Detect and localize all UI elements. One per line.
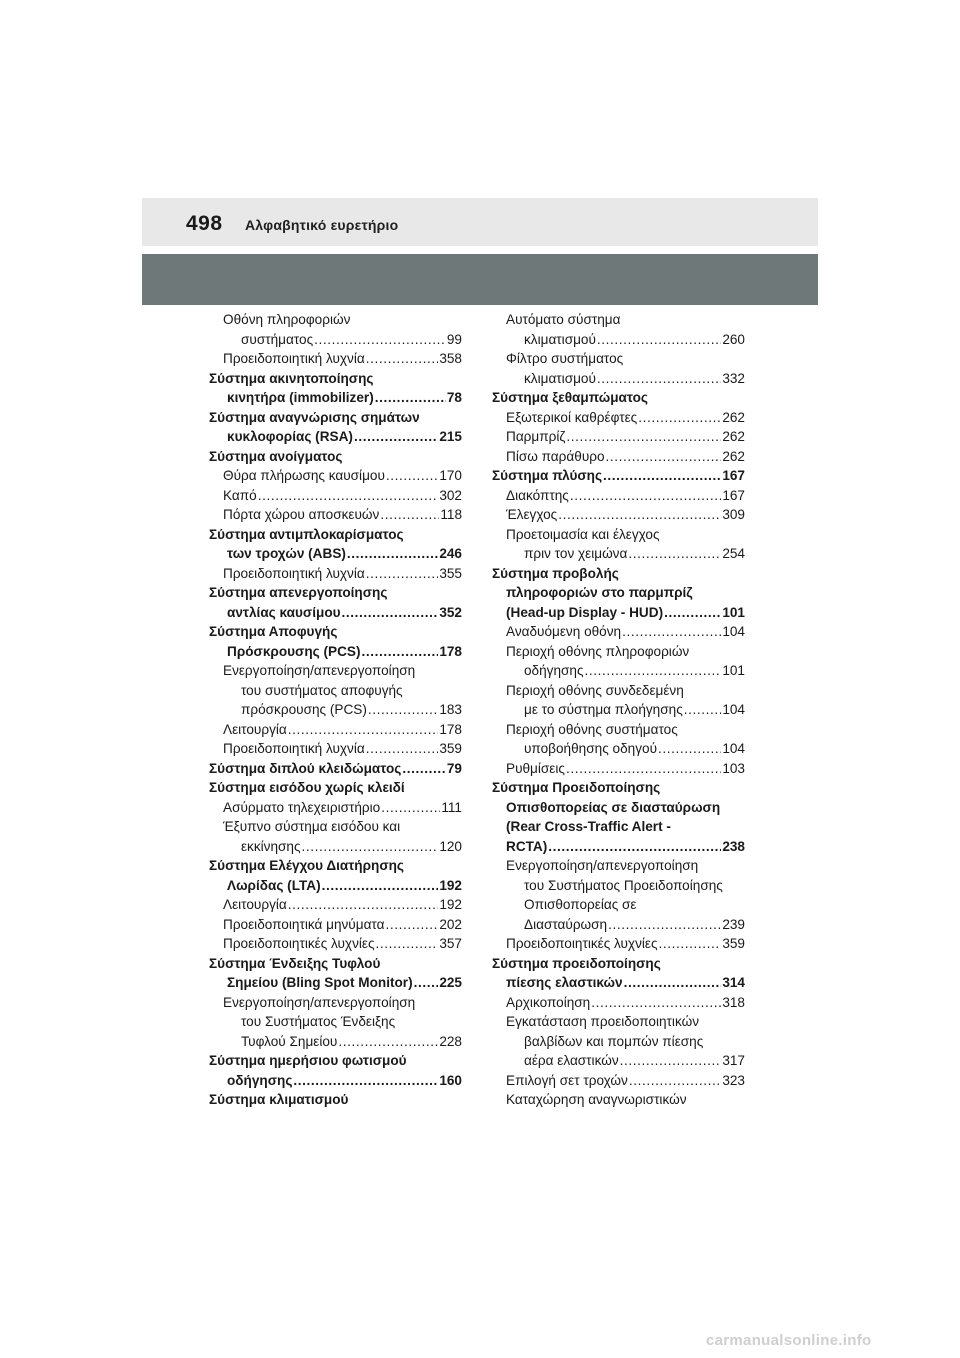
- dot-leader: [414, 973, 439, 993]
- dot-leader: [381, 798, 440, 818]
- dot-leader: [385, 915, 438, 935]
- index-entry: [209, 642, 462, 662]
- index-entry: [209, 720, 462, 740]
- dot-leader: [548, 837, 721, 857]
- index-entry: Σύστημα Ένδειξης Τυφλού: [209, 955, 381, 971]
- dot-leader: [620, 1051, 722, 1071]
- index-entry: Σύστημα Ελέγχου Διατήρησης: [209, 858, 404, 873]
- index-entry: [492, 330, 745, 350]
- dot-leader: [628, 544, 721, 564]
- index-entry: Σύστημα εισόδου χωρίς κλειδί: [209, 780, 405, 795]
- index-entry-text: Παρμπρίζ: [506, 429, 566, 444]
- index-entry: Σύστημα Αποφυγής: [209, 624, 338, 639]
- dot-leader: [638, 408, 721, 428]
- index-entry-text: Σύστημα πλύσης: [492, 468, 603, 483]
- index-entry: [209, 486, 462, 506]
- index-entry: [209, 466, 462, 486]
- index-page-number[interactable]: 355: [439, 565, 462, 581]
- index-entry: βαλβίδων και πομπών πίεσης: [524, 1033, 704, 1049]
- index-page-number[interactable]: 357: [439, 936, 462, 951]
- index-entry: Σύστημα ανοίγματος: [209, 448, 343, 464]
- dot-leader: [570, 486, 721, 506]
- index-page-number[interactable]: 101: [722, 663, 745, 678]
- index-entry: [209, 388, 462, 408]
- index-entry-text: Προειδοποιητική λυχνία: [223, 351, 365, 366]
- dot-leader: [366, 564, 439, 584]
- header-band: [142, 198, 818, 246]
- index-page-number[interactable]: 103: [722, 760, 745, 776]
- index-entry-text: Αναδυόμενη οθόνη: [506, 624, 622, 639]
- index-entry: [209, 700, 462, 720]
- index-entry: Σύστημα προειδοποίησης: [492, 955, 661, 971]
- index-page-number[interactable]: 167: [722, 487, 745, 503]
- index-entry: Προετοιμασία και έλεγχος: [506, 526, 660, 542]
- index-page-number[interactable]: 104: [722, 624, 745, 639]
- dot-leader: [366, 739, 439, 759]
- index-entry: [209, 973, 462, 993]
- index-entry: Έξυπνο σύστημα εισόδου και: [223, 819, 401, 834]
- index-entry: του συστήματος αποφυγής: [241, 682, 403, 698]
- index-entry: [209, 837, 462, 857]
- dot-leader: [362, 642, 439, 662]
- index-entry-text: κλιματισμού: [524, 331, 596, 347]
- dot-leader: [302, 837, 439, 857]
- index-page-number[interactable]: 323: [722, 1072, 745, 1088]
- index-entry-text: Σύστημα διπλού κλειδώματος: [209, 760, 402, 776]
- index-page-number[interactable]: 359: [439, 741, 462, 756]
- dot-leader: [288, 720, 439, 740]
- index-column-left: [209, 310, 462, 1110]
- index-entry-text: συστήματος: [241, 331, 314, 347]
- dot-leader: [664, 603, 721, 623]
- index-page-number[interactable]: 254: [722, 546, 745, 561]
- index-entry: [209, 876, 462, 896]
- index-entry: [492, 739, 745, 759]
- index-entry: [209, 895, 462, 915]
- dot-leader: [659, 934, 722, 954]
- index-page-number[interactable]: 309: [722, 507, 745, 522]
- section-title: Αλφαβητικό ευρετήριο: [245, 217, 399, 233]
- index-entry-text: κλιματισμού: [524, 370, 596, 386]
- index-entry: [209, 1032, 462, 1052]
- index-entry: Σύστημα αναγνώρισης σημάτων: [209, 409, 420, 425]
- index-entry: [209, 544, 462, 564]
- index-page-number[interactable]: 238: [722, 838, 745, 854]
- dot-leader: [375, 388, 446, 408]
- index-entry: Αυτόματο σύστημα: [506, 312, 621, 327]
- index-page-number[interactable]: 228: [439, 1033, 462, 1049]
- dot-leader: [258, 486, 439, 506]
- index-entry: [209, 603, 462, 623]
- dot-leader: [585, 661, 722, 681]
- index-entry-text: οδήγησης: [227, 1072, 293, 1088]
- dot-leader: [558, 505, 721, 525]
- index-entry-text: Πίσω παράθυρο: [506, 448, 605, 464]
- index-entry-text: Προειδοποιητική λυχνία: [223, 565, 365, 581]
- dot-leader: [624, 973, 722, 993]
- dot-leader: [368, 700, 438, 720]
- dot-leader: [402, 759, 446, 779]
- index-page-number[interactable]: 302: [439, 487, 462, 503]
- index-entry: [492, 466, 745, 486]
- index-entry: (Rear Cross-Traffic Alert -: [506, 819, 671, 834]
- index-page-number[interactable]: 317: [722, 1053, 745, 1068]
- dot-leader: [606, 447, 722, 467]
- index-entry-text: Λειτουργία: [223, 721, 287, 737]
- index-page-number[interactable]: 239: [722, 916, 745, 932]
- index-entry: Περιοχή οθόνης πληροφοριών: [506, 643, 690, 659]
- index-entry: Σύστημα ακινητοποίησης: [209, 370, 374, 386]
- index-page-number[interactable]: 318: [722, 994, 745, 1010]
- index-entry: Σύστημα κλιματισμού: [209, 1092, 349, 1107]
- index-entry-text: Τυφλού Σημείου: [241, 1033, 338, 1049]
- index-entry-text: οδήγησης: [524, 663, 584, 678]
- index-entry-text: Επιλογή σετ τροχών: [506, 1072, 628, 1088]
- index-entry: [209, 505, 462, 525]
- index-page-number[interactable]: 101: [722, 604, 745, 620]
- index-entry: [492, 544, 745, 564]
- index-page-number[interactable]: 192: [439, 897, 462, 912]
- index-page-number[interactable]: 358: [439, 351, 462, 366]
- index-entry-text: Έλεγχος: [506, 507, 558, 522]
- index-entry: [209, 915, 462, 935]
- dot-leader: [314, 330, 446, 350]
- index-entry-text: αντλίας καυσίμου: [227, 604, 341, 620]
- dot-leader: [342, 603, 439, 623]
- index-entry: Σύστημα ημερήσιου φωτισμού: [209, 1053, 407, 1068]
- index-page-number[interactable]: 215: [439, 429, 462, 444]
- index-entry: [492, 700, 745, 720]
- index-entry-text: Εξωτερικοί καθρέφτες: [506, 409, 638, 425]
- dot-leader: [354, 427, 438, 447]
- dot-leader: [386, 466, 438, 486]
- index-page-number[interactable]: 246: [439, 546, 462, 561]
- index-entry: Ενεργοποίηση/απενεργοποίηση: [223, 994, 416, 1010]
- dot-leader: [347, 544, 438, 564]
- index-entry: [209, 759, 462, 779]
- index-page-number[interactable]: 170: [439, 468, 462, 483]
- index-entry: [492, 993, 745, 1013]
- index-page-number[interactable]: 262: [722, 409, 745, 425]
- index-page-number[interactable]: 167: [722, 468, 745, 483]
- index-entry: [492, 1051, 745, 1071]
- index-entry: του Συστήματος Προειδοποίησης: [524, 877, 723, 893]
- index-entry-text: Προειδοποιητικά μηνύματα: [223, 916, 385, 932]
- dot-leader: [658, 739, 721, 759]
- index-page-number[interactable]: 104: [722, 741, 745, 756]
- index-page-number[interactable]: 262: [722, 429, 745, 444]
- index-page-number[interactable]: 225: [439, 975, 462, 990]
- index-entry-text: (Head-up Display - HUD): [506, 604, 664, 620]
- index-page-number[interactable]: 99: [446, 331, 462, 347]
- index-page-number[interactable]: 352: [439, 604, 462, 620]
- index-page-number[interactable]: 202: [439, 916, 462, 932]
- index-entry-text: κυκλοφορίας (RSA): [227, 429, 353, 444]
- index-entry: [492, 1071, 745, 1091]
- index-entry-text: υποβοήθησης οδηγού: [524, 741, 657, 756]
- dot-leader: [566, 759, 721, 779]
- index-entry: Φίλτρο συστήματος: [506, 351, 624, 366]
- index-entry: [209, 1071, 462, 1091]
- index-entry-text: Καπό: [223, 487, 257, 503]
- index-entry: [209, 739, 462, 759]
- index-entry: Οθόνη πληροφοριών: [223, 312, 351, 327]
- dot-leader: [603, 466, 721, 486]
- index-entry: Οπισθοπορείας σε: [524, 897, 637, 912]
- dot-leader: [622, 622, 721, 642]
- index-page-number[interactable]: 78: [446, 390, 462, 405]
- page-number: 498: [186, 212, 223, 235]
- index-page-number[interactable]: 118: [440, 507, 462, 522]
- index-page-number[interactable]: 160: [439, 1072, 462, 1088]
- index-entry-text: πίεσης ελαστικών: [506, 975, 623, 990]
- section-banner: [142, 254, 818, 305]
- index-entry-text: Προειδοποιητικές λυχνίες: [506, 936, 658, 951]
- index-entry-text: εκκίνησης: [241, 838, 301, 854]
- index-entry: [492, 427, 745, 447]
- index-page-number[interactable]: 183: [439, 702, 462, 717]
- index-entry-text: πρόσκρουσης (PCS): [241, 702, 367, 717]
- dot-leader: [597, 369, 721, 389]
- index-entry: [492, 505, 745, 525]
- index-entry: Ενεργοποίηση/απενεργοποίηση: [223, 663, 416, 678]
- index-entry: [492, 934, 745, 954]
- index-entry-text: Προειδοποιητικές λυχνίες: [223, 936, 375, 951]
- index-entry-text: Διακόπτης: [506, 487, 569, 503]
- index-entry: Σύστημα απενεργοποίησης: [209, 585, 388, 600]
- dot-leader: [376, 934, 439, 954]
- index-entry-text: Διασταύρωση: [524, 916, 608, 932]
- index-entry: Οπισθοπορείας σε διασταύρωση: [506, 799, 721, 815]
- index-entry-text: Αρχικοποίηση: [506, 994, 591, 1010]
- index-entry: [492, 447, 745, 467]
- index-entry: [209, 427, 462, 447]
- dot-leader: [366, 349, 439, 369]
- index-entry-text: πριν τον χειμώνα: [524, 546, 628, 561]
- index-entry: [209, 934, 462, 954]
- dot-leader: [566, 427, 721, 447]
- dot-leader: [597, 330, 721, 350]
- index-entry: [492, 486, 745, 506]
- index-entry: [492, 622, 745, 642]
- index-page-number[interactable]: 178: [439, 721, 462, 737]
- index-entry: [492, 837, 745, 857]
- dot-leader: [288, 895, 439, 915]
- index-entry: Ενεργοποίηση/απενεργοποίηση: [506, 858, 699, 873]
- index-entry: του Συστήματος Ένδειξης: [241, 1014, 396, 1029]
- index-page-number[interactable]: 332: [722, 370, 745, 386]
- index-page-number[interactable]: 120: [439, 838, 462, 854]
- index-entry: [492, 973, 745, 993]
- index-page-number[interactable]: 111: [441, 799, 462, 815]
- index-entry: Σύστημα ξεθαμπώματος: [492, 390, 648, 405]
- index-entry: Περιοχή οθόνης συστήματος: [506, 721, 678, 737]
- dot-leader: [380, 505, 439, 525]
- index-entry: Εγκατάσταση προειδοποιητικών: [506, 1014, 699, 1029]
- dot-leader: [338, 1032, 438, 1052]
- dot-leader: [629, 1071, 721, 1091]
- index-entry: [209, 330, 462, 350]
- index-entry: [492, 915, 745, 935]
- index-entry-text: Λειτουργία: [223, 897, 287, 912]
- dot-leader: [591, 993, 721, 1013]
- index-entry: [492, 408, 745, 428]
- index-page-number[interactable]: 359: [722, 936, 745, 951]
- index-entry-text: Σημείου (Bling Spot Monitor): [227, 975, 413, 990]
- index-entry: [492, 661, 745, 681]
- index-entry: [209, 564, 462, 584]
- index-entry: [492, 759, 745, 779]
- index-entry-text: Ασύρματο τηλεχειριστήριο: [223, 799, 381, 815]
- index-page-number[interactable]: 314: [722, 975, 745, 990]
- index-entry-text: κινητήρα (immobilizer): [227, 390, 374, 405]
- index-entry: πληροφοριών στο παρμπρίζ: [506, 585, 693, 600]
- index-entry: Καταχώρηση αναγνωριστικών: [506, 1092, 687, 1107]
- index-entry-text: Ρυθμίσεις: [506, 760, 565, 776]
- index-entry: Σύστημα Προειδοποίησης: [492, 780, 661, 795]
- index-entry-text: με το σύστημα πλοήγησης: [524, 702, 683, 717]
- index-page-number[interactable]: 104: [722, 702, 745, 717]
- index-entry: Σύστημα προβολής: [492, 565, 619, 581]
- dot-leader: [322, 876, 439, 896]
- index-entry: [209, 798, 462, 818]
- index-page-number[interactable]: 79: [446, 760, 462, 776]
- index-page-number[interactable]: 192: [439, 877, 462, 893]
- index-entry-text: Πόρτα χώρου αποσκευών: [223, 507, 380, 522]
- index-entry-text: αέρα ελαστικών: [524, 1053, 619, 1068]
- dot-leader: [293, 1071, 438, 1091]
- dot-leader: [608, 915, 721, 935]
- index-entry: [492, 603, 745, 623]
- index-entry-text: Λωρίδας (LTA): [227, 877, 321, 893]
- index-column-right: [492, 310, 745, 1110]
- index-entry-text: Θύρα πλήρωσης καυσίμου: [223, 468, 385, 483]
- index-page-number[interactable]: 260: [722, 331, 745, 347]
- index-entry-text: RCTA): [506, 838, 548, 854]
- index-page-number[interactable]: 262: [722, 448, 745, 464]
- index-entry: Περιοχή οθόνης συνδεδεμένη: [506, 682, 684, 698]
- index-entry-text: Προειδοποιητική λυχνία: [223, 741, 365, 756]
- index-entry: Σύστημα αντιμπλοκαρίσματος: [209, 526, 404, 542]
- index-entry-text: των τροχών (ABS): [227, 546, 346, 561]
- index-entry: [209, 349, 462, 369]
- index-page-number[interactable]: 178: [439, 643, 462, 659]
- index-entry: [492, 369, 745, 389]
- watermark: carmanualsonline.info: [706, 1332, 872, 1349]
- index-entry-text: Πρόσκρουσης (PCS): [227, 643, 361, 659]
- dot-leader: [684, 700, 722, 720]
